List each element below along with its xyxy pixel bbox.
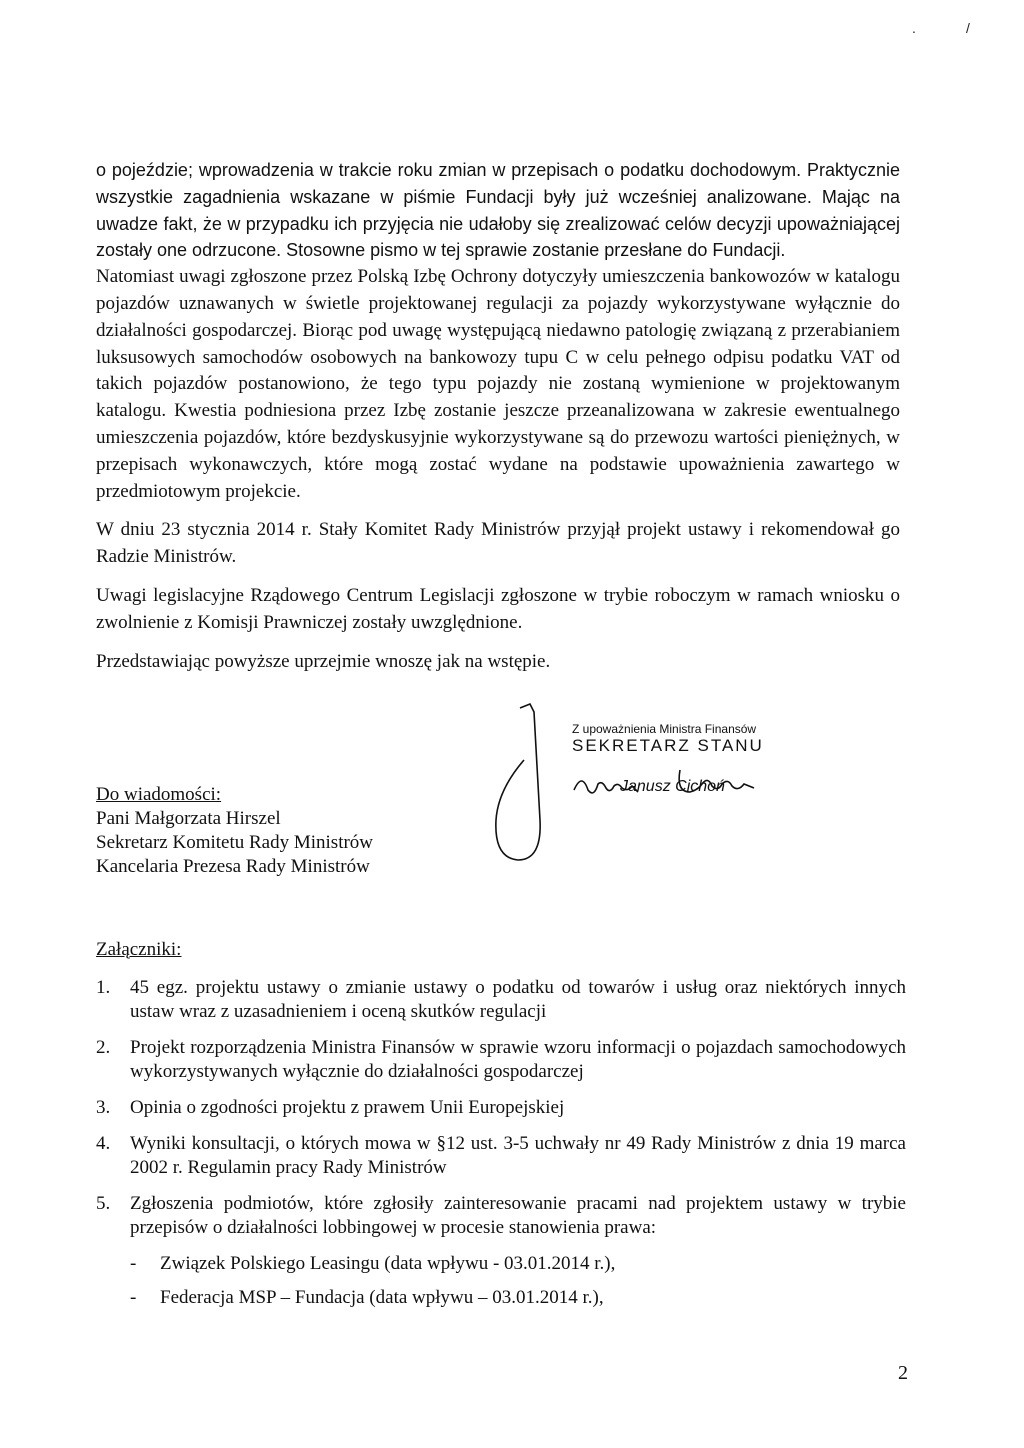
handwritten-signature — [572, 762, 772, 802]
attachment-number: 4. — [96, 1133, 111, 1154]
signatory-name: Janusz Cichoń — [620, 778, 725, 795]
attachment-item — [96, 1036, 906, 1084]
attachment-item — [96, 1132, 906, 1180]
attachment-item — [96, 976, 906, 1024]
paragraph-rcl: Uwagi legislacyjne Rządowego Centrum Legislacji zgłoszone w trybie roboczym w ramach wniosku o zwolnienie z Komisji Prawniczej zostały uwzględnione. — [96, 584, 900, 633]
signature-stamp — [572, 722, 822, 796]
attachments-heading: Załączniki: — [96, 939, 182, 960]
paragraph-fundacja: o pojeździe; wprowadzenia w trakcie roku zmian w przepisach o podatku dochodowym. Praktycznie wszystkie zagadnienia wskazane w piśmie Fundacji były już wcześniej analizowane. Mając na uwadze fakt, że w przypadku ich przyjęcia nie udałoby się zrealizować celów decyzji upoważniającej zostały one odrzucone. Stosowne pismo w tej sprawie zostanie przesłane do Fundacji. — [96, 160, 900, 261]
paragraph-closing: Przedstawiając powyższe uprzejmie wnoszę jak na wstępie. — [96, 650, 551, 672]
attachment-number: 3. — [96, 1097, 111, 1118]
attachment-text: Opinia o zgodności projektu z prawem Unii Europejskiej — [130, 1097, 565, 1118]
attachment-number: 5. — [96, 1193, 111, 1214]
corner-mark-dot: . — [912, 20, 916, 36]
attachment-text: Wyniki konsultacji, o których mowa w §12 ust. 3-5 uchwały nr 49 Rady Ministrów z dnia 19 marca 2002 r. Regulamin pracy Rady Ministrów — [130, 1133, 906, 1178]
paragraph-izba-ochrony: Natomiast uwagi zgłoszone przez Polską Izbę Ochrony dotyczyły umieszczenia bankowozów w katalogu pojazdów uznawanych w świetle projektowanej regulacji za pojazdy wykorzystywane wyłącznie do działalności gospodarczej. Biorąc pod uwagę występującą niedawno patologię związaną z przerabianiem luksusowych samochodów osobowych na bankowozy tupu C w celu pełnego odpisu podatku VAT od takich pojazdów postanowiono, że tego typu pojazdy nie zostaną wymienione w projektowanym katalogu. Kwestia podniesiona przez Izbę zostanie jeszcze przeanalizowana w zakresie ewentualnego umieszczenia pojazdów, które bezdyskusyjnie wykorzystywane są do przewozu wartości pieniężnych, w przepisach wykonawczych, które mogą zostać wydane na podstawie upoważnienia zawartego w przedmiotowym projekcie. — [96, 266, 900, 502]
letter-body — [96, 157, 900, 675]
paragraph-komitet: W dniu 23 stycznia 2014 r. Stały Komitet Rady Ministrów przyjął projekt ustawy i rekomendował go Radzie Ministrów. — [96, 519, 900, 568]
attachment-text: Projekt rozporządzenia Ministra Finansów w sprawie wzoru informacji o pojazdach samochodowych wykorzystywanych wyłącznie do działalności gospodarczej — [130, 1037, 906, 1082]
page-number: 2 — [898, 1362, 908, 1384]
recipient-line: Pani Małgorzata Hirszel — [96, 808, 281, 829]
lobbying-entity — [130, 1252, 906, 1276]
signature-flourish — [490, 700, 570, 870]
attachment-item — [96, 1096, 906, 1120]
attachments-block — [96, 938, 906, 1320]
recipient-line: Sekretarz Komitetu Rady Ministrów — [96, 832, 374, 853]
entity-text: Związek Polskiego Leasingu (data wpływu - 03.01.2014 r.), — [160, 1253, 616, 1274]
list-dash: - — [130, 1253, 137, 1274]
stamp-title: SEKRETARZ STANU — [572, 736, 764, 755]
recipients-block — [96, 783, 373, 879]
lobbying-entity — [130, 1286, 906, 1310]
recipients-heading: Do wiadomości: — [96, 784, 222, 805]
stamp-authorization: Z upoważnienia Ministra Finansów — [572, 722, 757, 736]
corner-mark-slash: / — [966, 20, 970, 36]
attachment-number: 1. — [96, 977, 111, 998]
list-dash: - — [130, 1287, 137, 1308]
entity-text: Federacja MSP – Fundacja (data wpływu – 03.01.2014 r.), — [160, 1287, 604, 1308]
recipient-line: Kancelaria Prezesa Rady Ministrów — [96, 856, 370, 877]
attachment-number: 2. — [96, 1037, 111, 1058]
lobbying-entities — [130, 1252, 906, 1310]
attachment-text: Zgłoszenia podmiotów, które zgłosiły zainteresowanie pracami nad projektem ustawy w trybie przepisów o działalności lobbingowej w procesie stanowienia prawa: — [130, 1193, 906, 1238]
attachment-item — [96, 1192, 906, 1240]
attachment-text: 45 egz. projektu ustawy o zmianie ustawy o podatku od towarów i usług oraz niektórych innych ustaw wraz z uzasadnieniem i oceną skutków regulacji — [130, 977, 906, 1022]
